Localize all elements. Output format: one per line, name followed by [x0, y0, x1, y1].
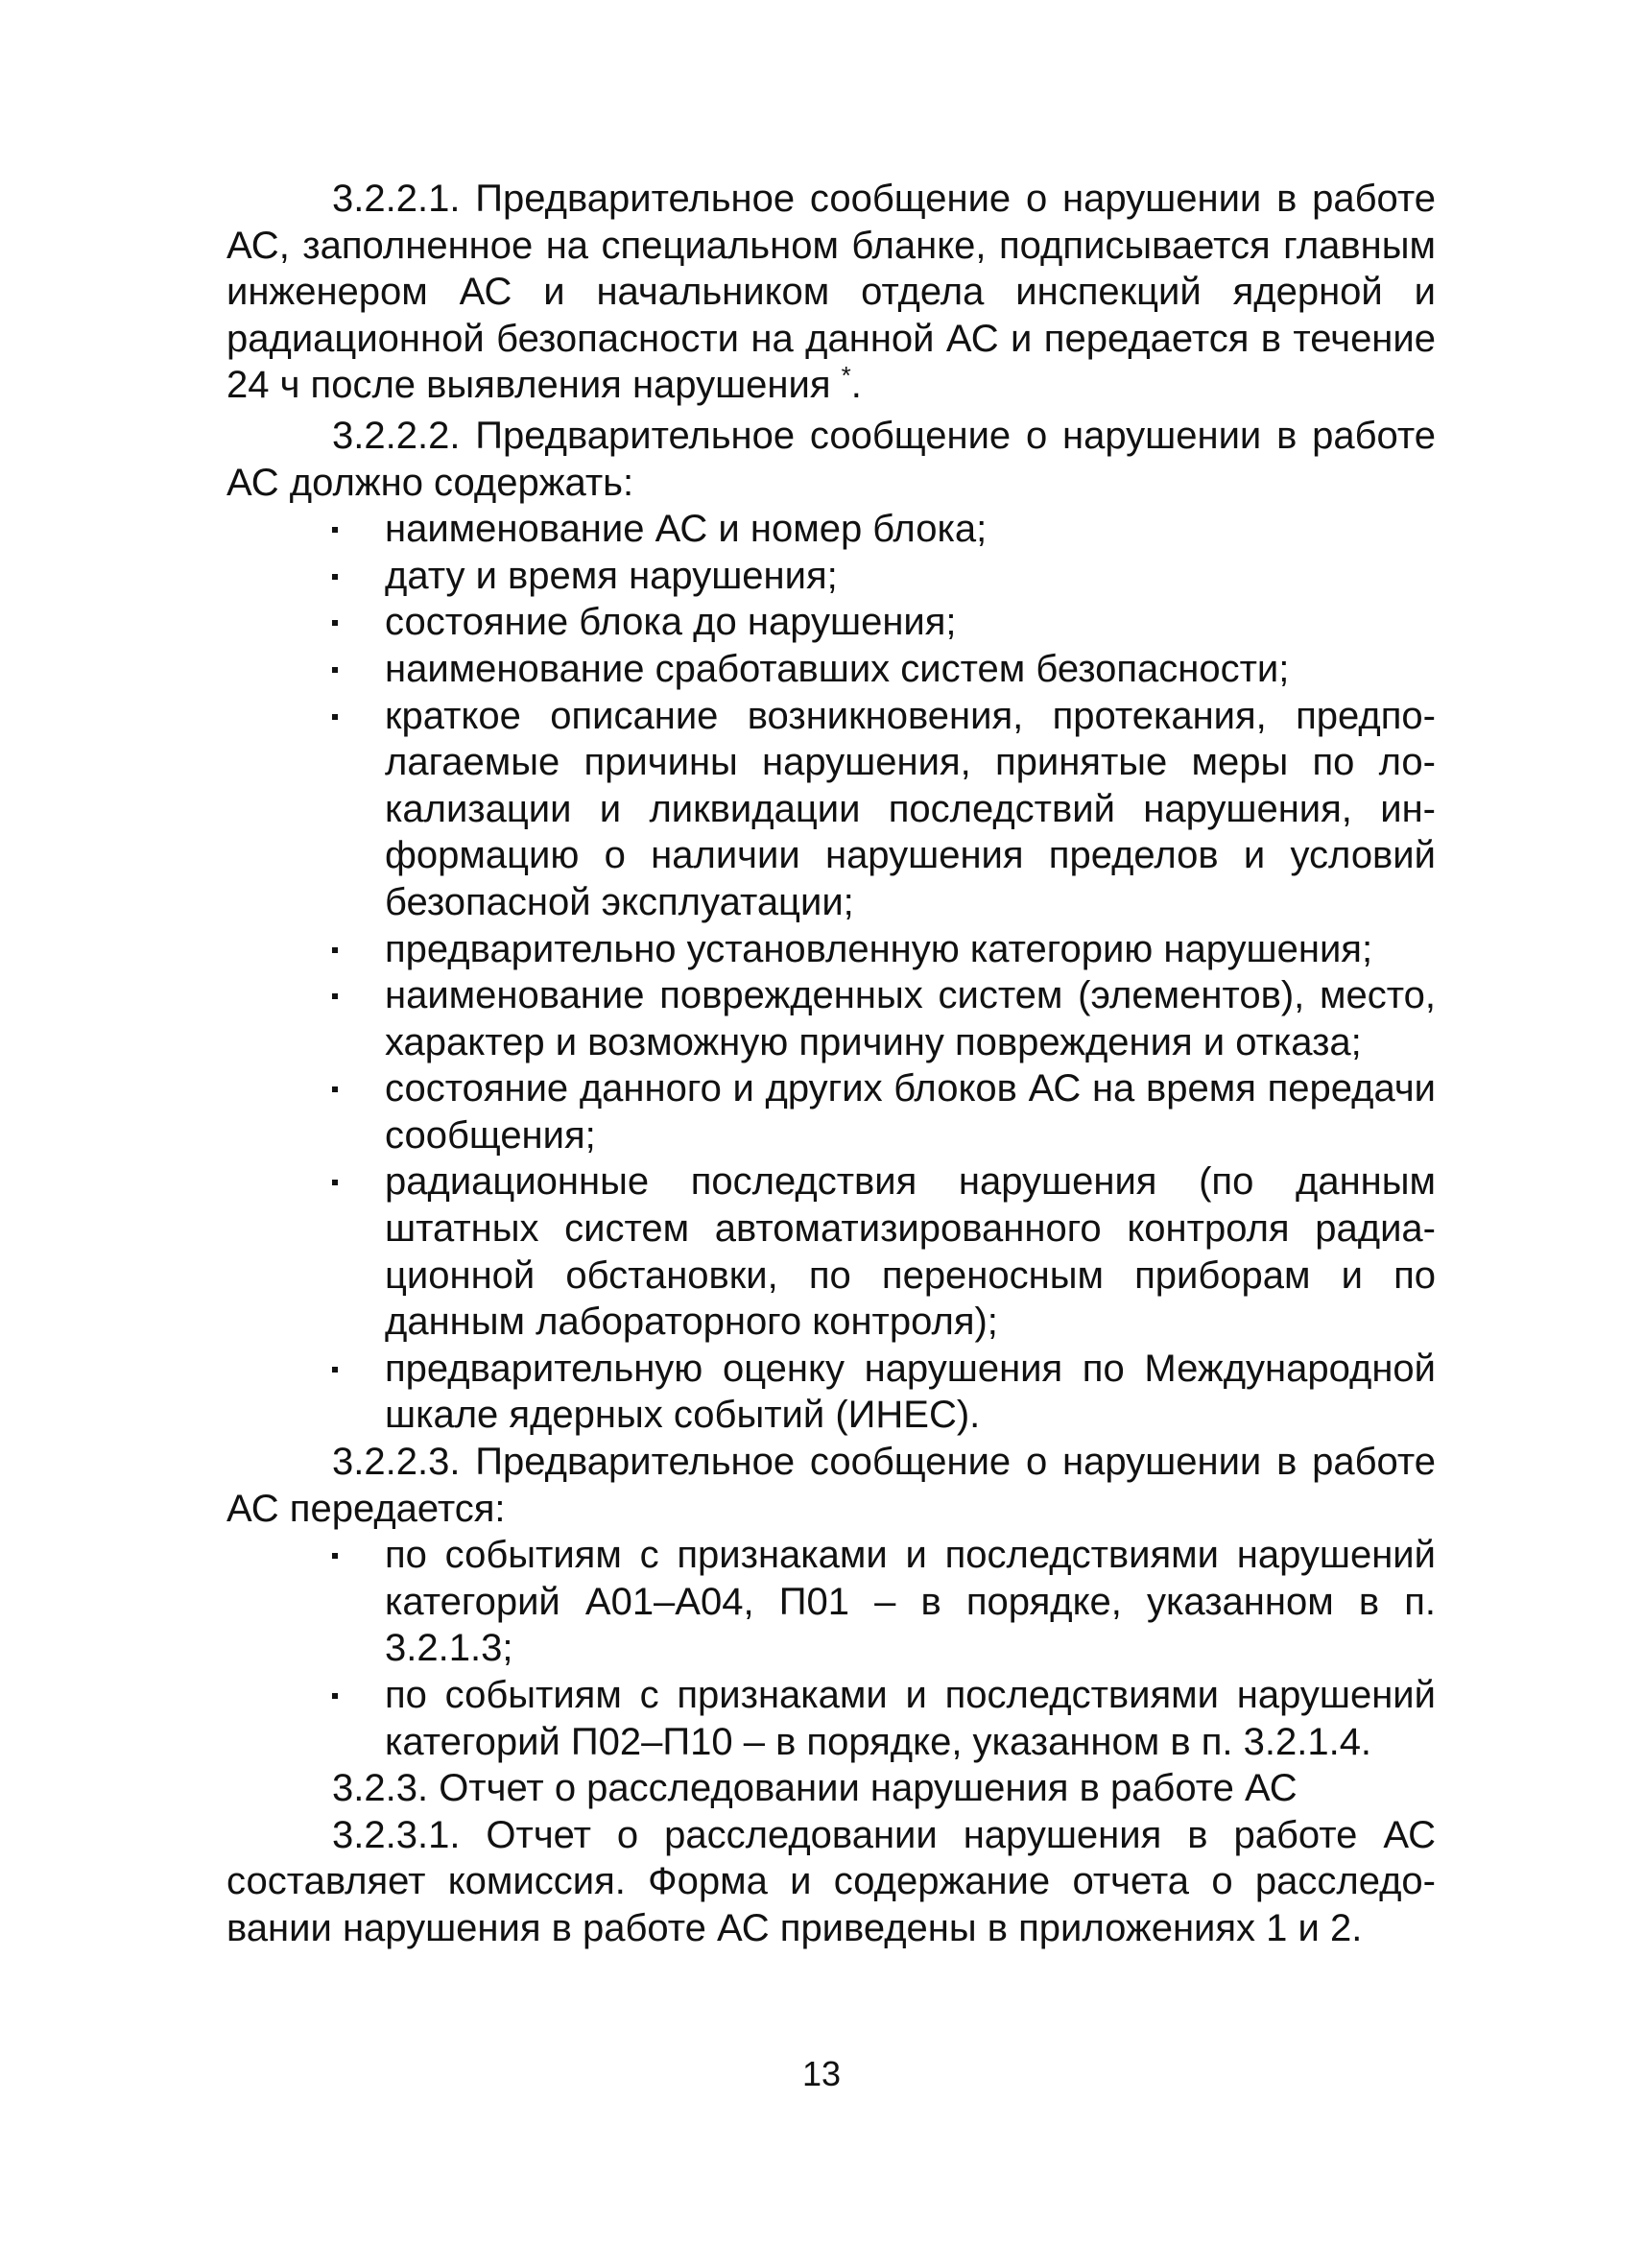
bullet-icon	[332, 1086, 338, 1092]
list-item: состояние данного и других блоков АС на время передачи сообщения;	[226, 1065, 1436, 1158]
paragraph-text: 3.2.2.1. Предварительное сообщение о нарушении в работе АС, заполненное на специальном бланке, подписывается главным инженером АС и начальником отдела инспекций ядерной и радиационной безопасности на данной АС и передается в течение 24 ч после выявления нарушения	[226, 178, 1436, 407]
bullet-icon	[332, 714, 338, 720]
list-item: наименование поврежденных систем (элементов), место, характер и возможную причину повреждения и отказа;	[226, 972, 1436, 1065]
list-item: радиационные последствия нарушения (по данным штатных систем автоматизированного контроля радиационной обстановки, по переносным приборам и по данным лабораторного контроля);	[226, 1158, 1436, 1345]
list-item: состояние блока до нарушения;	[226, 599, 1436, 646]
list-3-2-2-2	[226, 506, 1436, 1439]
list-item: наименование сработавших систем безопасности;	[226, 646, 1436, 693]
bullet-icon	[332, 1553, 338, 1559]
section-heading-3-2-3: 3.2.3. Отчет о расследовании нарушения в работе АС	[332, 1767, 1298, 1810]
bullet-icon	[332, 993, 338, 999]
list-item: дату и время нарушения;	[226, 553, 1436, 600]
list-item: наименование АС и номер блока;	[226, 506, 1436, 553]
bullet-icon	[332, 667, 338, 673]
paragraph-3-2-2-3: 3.2.2.3. Предварительное сообщение о нарушении в работе АС передается:	[226, 1441, 1436, 1530]
bullet-icon	[332, 620, 338, 626]
bullet-icon	[332, 947, 338, 953]
list-item: по событиям с признаками и последствиями нарушений категорий А01–А04, П01 – в порядке, указанном в п. 3.2.1.3;	[226, 1532, 1436, 1672]
bullet-icon	[332, 1367, 338, 1373]
page-number: 13	[801, 2054, 842, 2093]
bullet-icon	[332, 527, 338, 533]
list-item: по событиям с признаками и последствиями нарушений категорий П02–П10 – в порядке, указанном в п. 3.2.1.4.	[226, 1672, 1436, 1765]
paragraph-3-2-3-1: 3.2.3.1. Отчет о расследовании нарушения в работе АС составляет комиссия. Форма и содержание отчета о расследовании нарушения в работе АС приведены в приложениях 1 и 2.	[226, 1813, 1436, 1949]
footnote-mark: *	[841, 361, 851, 391]
list-3-2-2-3	[226, 1532, 1436, 1765]
list-item: предварительно установленную категорию нарушения;	[226, 926, 1436, 973]
paragraph-3-2-2-2: 3.2.2.2. Предварительное сообщение о нарушении в работе АС должно содержать:	[226, 414, 1436, 504]
bullet-icon	[332, 1180, 338, 1185]
paragraph-end: .	[850, 364, 862, 407]
document-body	[226, 176, 1436, 1952]
list-item: предварительную оценку нарушения по Международной шкале ядерных событий (ИНЕС).	[226, 1346, 1436, 1439]
paragraph-3-2-2-1	[226, 176, 1436, 413]
bullet-icon	[332, 574, 338, 580]
list-item: краткое описание возникновения, протекания, предполагаемые причины нарушения, принятые меры по локализации и ликвидации последствий нарушения, информацию о наличии нарушения пределов и условий безопасной эксплуатации;	[226, 693, 1436, 926]
bullet-icon	[332, 1693, 338, 1699]
